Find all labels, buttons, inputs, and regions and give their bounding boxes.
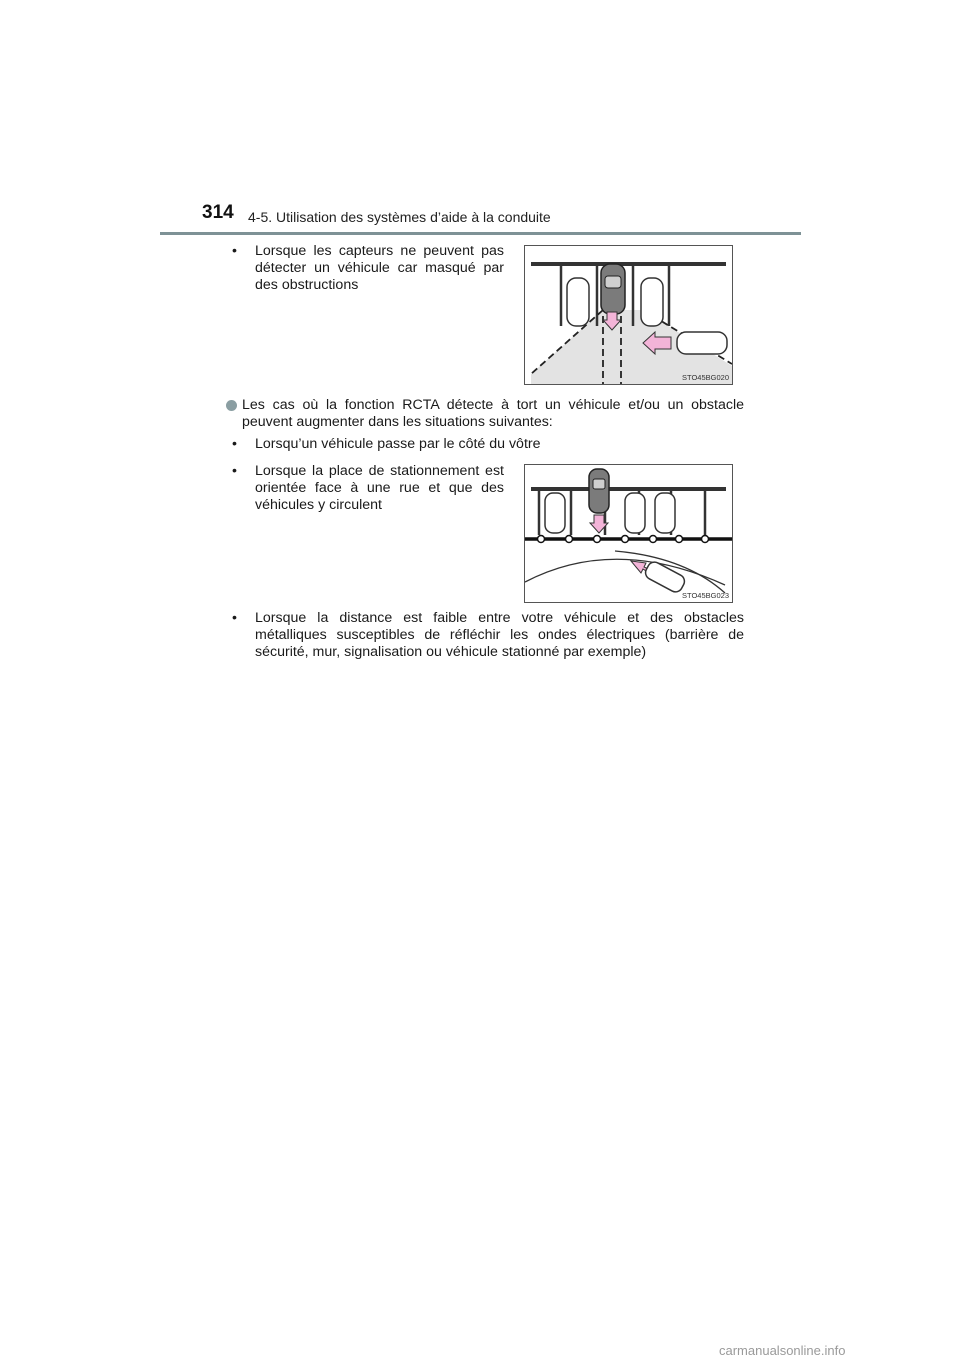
list-item-text: Lorsqu’un véhicule passe par le côté du vôtre bbox=[255, 436, 541, 452]
bullet-marker: • bbox=[232, 243, 237, 259]
bullet-marker: • bbox=[232, 436, 237, 452]
parked-cars bbox=[545, 493, 675, 533]
figure-street-diagram bbox=[524, 464, 733, 603]
obstruction-illustration bbox=[525, 246, 732, 384]
list-item-text: Lorsque la place de stationnement est orientée face à une rue et que des véhicules y circulent bbox=[255, 463, 504, 513]
circle-bullet-icon bbox=[226, 400, 237, 411]
street-illustration bbox=[525, 465, 732, 602]
list-item-obstructions bbox=[232, 243, 504, 294]
header-rule bbox=[160, 232, 801, 235]
approaching-vehicle bbox=[677, 332, 727, 354]
list-item-passing-vehicle bbox=[232, 436, 744, 453]
watermark: carmanualsonline.info bbox=[719, 1343, 846, 1358]
paragraph-false-detection: Les cas où la fonction RCTA détecte à tort un véhicule et/ou un obstacle peuvent augmenter dans les situations suivantes: bbox=[242, 397, 744, 430]
list-item-street-facing bbox=[232, 463, 504, 514]
figure-code: STO45BG023 bbox=[682, 591, 729, 600]
bullet-marker: • bbox=[232, 463, 237, 479]
figure-obstruction-diagram bbox=[524, 245, 733, 385]
figure-code: STO45BG020 bbox=[682, 373, 729, 382]
list-item-metal-obstacles bbox=[232, 610, 744, 661]
section-title: 4-5. Utilisation des systèmes d’aide à la conduite bbox=[248, 209, 551, 225]
page-number: 314 bbox=[202, 202, 234, 223]
own-vehicle bbox=[589, 469, 609, 513]
own-vehicle bbox=[601, 264, 625, 314]
parking-wall bbox=[531, 262, 726, 266]
list-item-text: Lorsque la distance est faible entre votre véhicule et des obstacles métalliques susceptibles de réfléchir les ondes électriques (barrière de sécurité, mur, signalisation ou véhicule stationné par exemple) bbox=[255, 610, 744, 660]
bullet-marker: • bbox=[232, 610, 237, 626]
list-item-text: Lorsque les capteurs ne peuvent pas détecter un véhicule car masqué par des obstructions bbox=[255, 243, 504, 293]
